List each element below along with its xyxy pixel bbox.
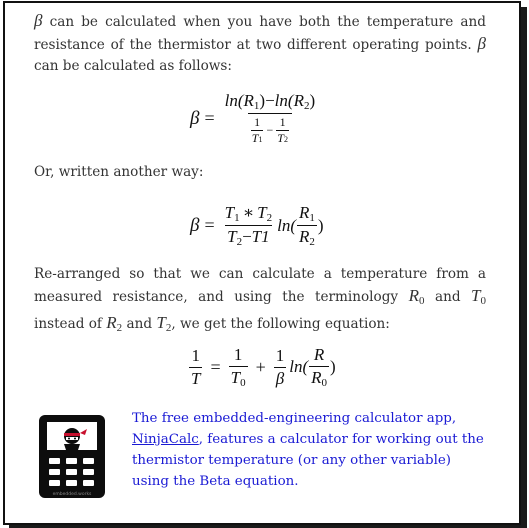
equals-sign: = xyxy=(210,356,221,377)
intro-text-2: can be calculated as follows: xyxy=(34,58,232,74)
equals-sign: = xyxy=(204,108,215,128)
denominator: $\frac{1}{T1}$ − $\frac{1}{T2}$ xyxy=(248,113,292,146)
ninjacalc-link[interactable]: NinjaCalc xyxy=(132,432,199,447)
beta-equation-1 xyxy=(190,91,320,146)
numerator: $\ln(R_1)-\ln(R_2)$ xyxy=(224,91,316,112)
ninja-calculator-icon[interactable] xyxy=(38,414,108,500)
or-written-text: Or, written another way: xyxy=(34,164,204,180)
beta-symbol: β xyxy=(34,11,43,30)
beta-symbol: β xyxy=(190,107,200,129)
intro-text-1: can be calculated when you have both the temperature and resistance of the thermistor at two different operating points. xyxy=(34,14,486,53)
fraction xyxy=(223,91,318,146)
beta-equation-2: β = $\frac{T_1 ∗ T_2}{T_2-T1}$ ln( $\frac{R_1}{R_2}$ ) xyxy=(190,203,324,248)
beta-symbol: β xyxy=(190,214,200,236)
ninjacalc-promo-paragraph: The free embedded-engineering calculator app, NinjaCalc, features a calculator for working out the thermistor temperature (or any other variable) using the Beta equation. xyxy=(132,411,484,489)
intro-paragraph xyxy=(34,10,486,77)
beta-symbol: β xyxy=(477,34,486,53)
fraction: $\frac{T_1 ∗ T_2}{T_2-T1}$ xyxy=(224,203,273,248)
equals-sign: = xyxy=(204,215,215,235)
temperature-equation: $\frac{1}{T}$ = $\frac{1}{T_0}$ + $\frac{1}{\beta}$ ln( $\frac{R}{R_0}$ ) xyxy=(191,345,336,389)
rearranged-paragraph: Re-arranged so that we can calculate a temperature from a measured resistance, and using the terminology $R_0$ and $T_0$ instead of $R_2$ and $T_2$, we get the following equation: xyxy=(34,266,486,334)
icon-caption: embedded.works xyxy=(52,492,92,497)
